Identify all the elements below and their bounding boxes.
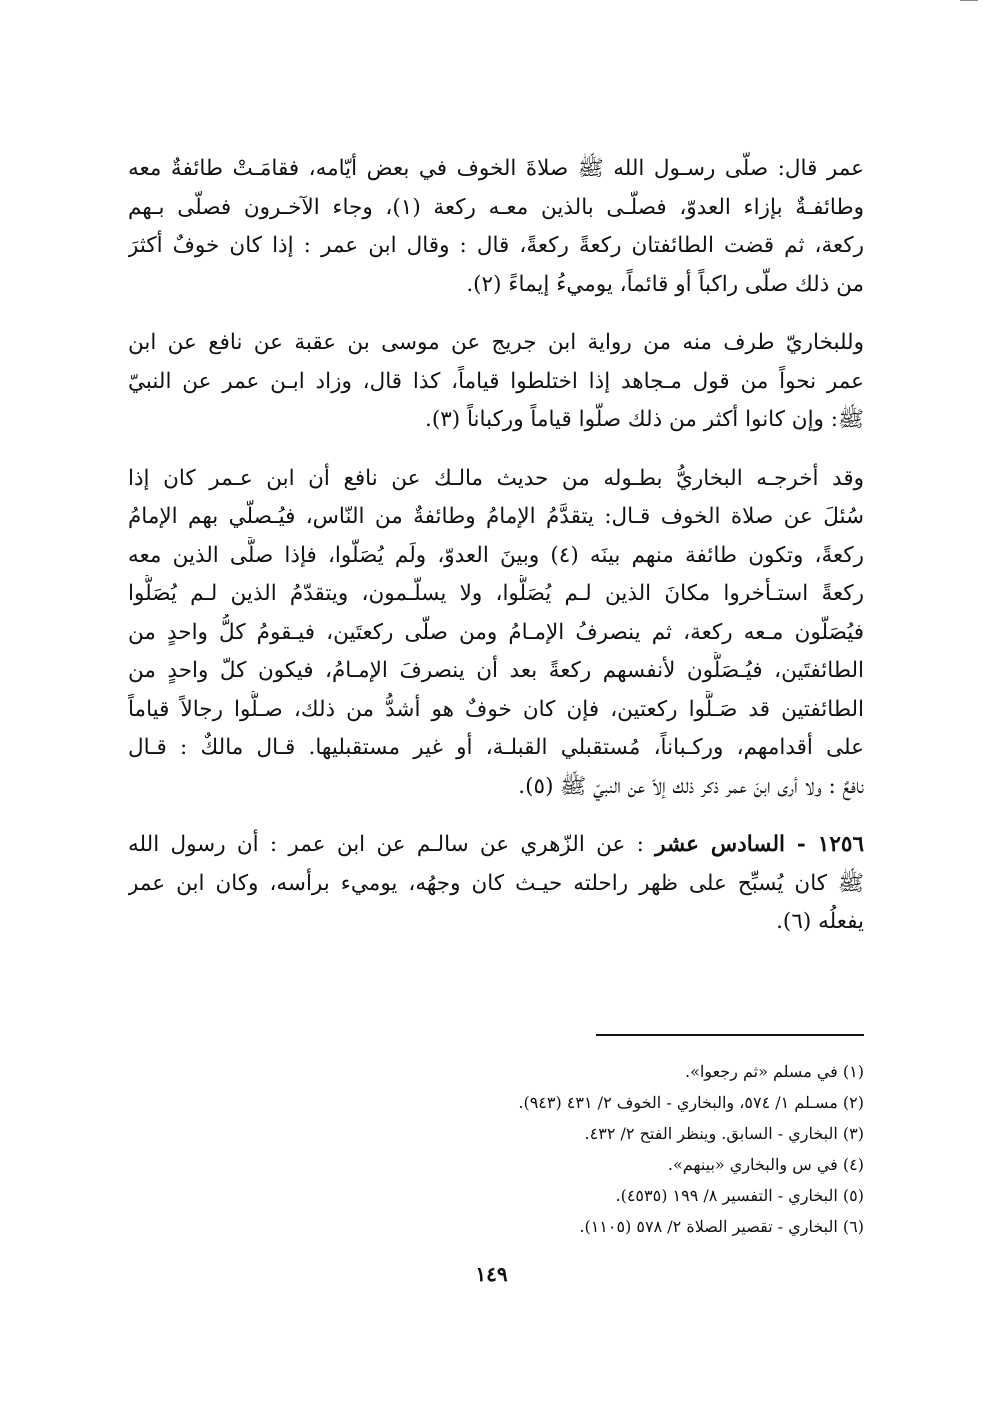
footnotes	[128, 1056, 864, 1242]
text-line: وقد أخرجـه البخاريُّ بطـوله من حديث مالـك عن نافع أن ابن عـمر كان إذا	[128, 465, 864, 491]
text-line: ﷺ: وإن كانوا أكثر من ذلك صلّوا قياماً وركباناً (٣).	[424, 407, 864, 432]
footnote-2: (٢) مسـلم ١/ ٥٧٤، والبخاري - الخوف ٢/ ٤٣١ (٩٤٣).	[518, 1093, 864, 1112]
text-line: نافعٌ : ولا أرى ابنَ عمر ذكر ذلك إلاّ عن النبيّ ﷺ (٥).	[518, 773, 864, 799]
paragraph-2	[128, 324, 864, 440]
paragraph-3	[128, 460, 864, 807]
paragraph-1	[128, 150, 864, 304]
footnote-6: (٦) البخاري - تقصير الصلاة ٢/ ٥٧٨ (١١٠٥).	[579, 1217, 864, 1236]
page-body	[128, 150, 864, 962]
footnote-separator	[596, 1034, 864, 1036]
text-line: وطائفـةٌ بإزاء العدوّ، فصلّـى بالذين معـه ركعة (١)، وجاء الآخـرون فصلّى بـهم	[128, 194, 864, 220]
hadith-number: ١٢٥٦	[817, 832, 864, 857]
text-line-with-heading	[128, 826, 864, 865]
heading-line-text: : عن الزّهري عن سالـم عن ابن عمر : أن رسول الله	[128, 832, 656, 857]
page-corner-mark	[960, 0, 978, 15]
text-line: يفعلُه (٦).	[776, 909, 864, 934]
footnote-1: (١) في مسلم «ثم رجعوا».	[684, 1062, 864, 1081]
footnote-5: (٥) البخاري - التفسير ٨/ ١٩٩ (٤٥٣٥).	[615, 1186, 864, 1205]
text-line: الطائفتَين، فيُـصَلُّون لأنفسهم ركعةً بعد أن ينصرفَ الإمـامُ، فيكون كلّ واحدٍ من	[128, 658, 864, 683]
text-line: ركعة، ثم قضت الطائفتان ركعةً ركعةً، قال : وقال ابن عمر : إذا كان خوفٌ أكثرَ	[128, 233, 864, 258]
text-line: ركعةً استـأخروا مكانَ الذين لـم يُصَلُّوا، ولا يسلّـمون، ويتقدّمُ الذين لـم يُصَلُّوا	[128, 581, 864, 606]
page-number: ١٤٩	[475, 1262, 508, 1286]
text-line: فيُصَلّون مـعه ركعة، ثم ينصرفُ الإمـامُ ومن صلّى ركعتَين، فيـقومُ كلُّ واحدٍ من	[128, 619, 864, 645]
footnote-3: (٣) البخاري - السابق. وينظر الفتح ٢/ ٤٣٢.	[584, 1124, 864, 1143]
heading-dash: -	[785, 832, 818, 857]
text-line: عمر قال: صلّى رسـول الله ﷺ صلاةَ الخوف في بعض أيّامه، فقامَـتْ طائفةٌ معه	[128, 156, 864, 181]
text-line: ركعةً، وتكون طائفة منهم بينَه (٤) وبينَ العدوّ، ولَم يُصَلّوا، فإذا صلَّى الذين معه	[128, 542, 864, 568]
text-line: سُئلَ عن صلاة الخوف قـال: يتقدَّمُ الإمامُ وطائفةٌ من النّاس، فيُـصلّي بهم الإمامُ	[128, 504, 864, 529]
paragraph-4	[128, 826, 864, 942]
text-line: وللبخاريّ طرف منه من رواية ابن جريج عن موسى بن عقبة عن نافع عن ابن	[128, 330, 864, 355]
hadith-heading-title: السادس عشر	[655, 832, 785, 857]
text-line: ﷺ كان يُسبِّح على ظهر راحلته حيـث كان وجهُه، يوميء برأسه، وكان ابن عمر	[128, 870, 864, 896]
text-line: من ذلك صلّى راكباً أو قائماً، يوميءُ إيماءً (٢).	[466, 271, 864, 297]
footnote-4: (٤) في س والبخاري «بينهم».	[667, 1155, 864, 1174]
text-line: عمر نحواً من قول مـجاهد إذا اختلطوا قياماً، كذا قال، وزاد ابـن عمر عن النبيّ	[128, 368, 864, 394]
text-line: الطائفتين قد صَـلَّوا ركعتين، فإن كان خوفٌ هو أشدُّ من ذلك، صـلُّوا رجالاً قياماً	[128, 696, 864, 722]
text-line: على أقدامهم، وركـباناً، مُستقبلي القبلـة، أو غير مستقبليها. قـال مالكٌ : قـال	[128, 735, 864, 760]
